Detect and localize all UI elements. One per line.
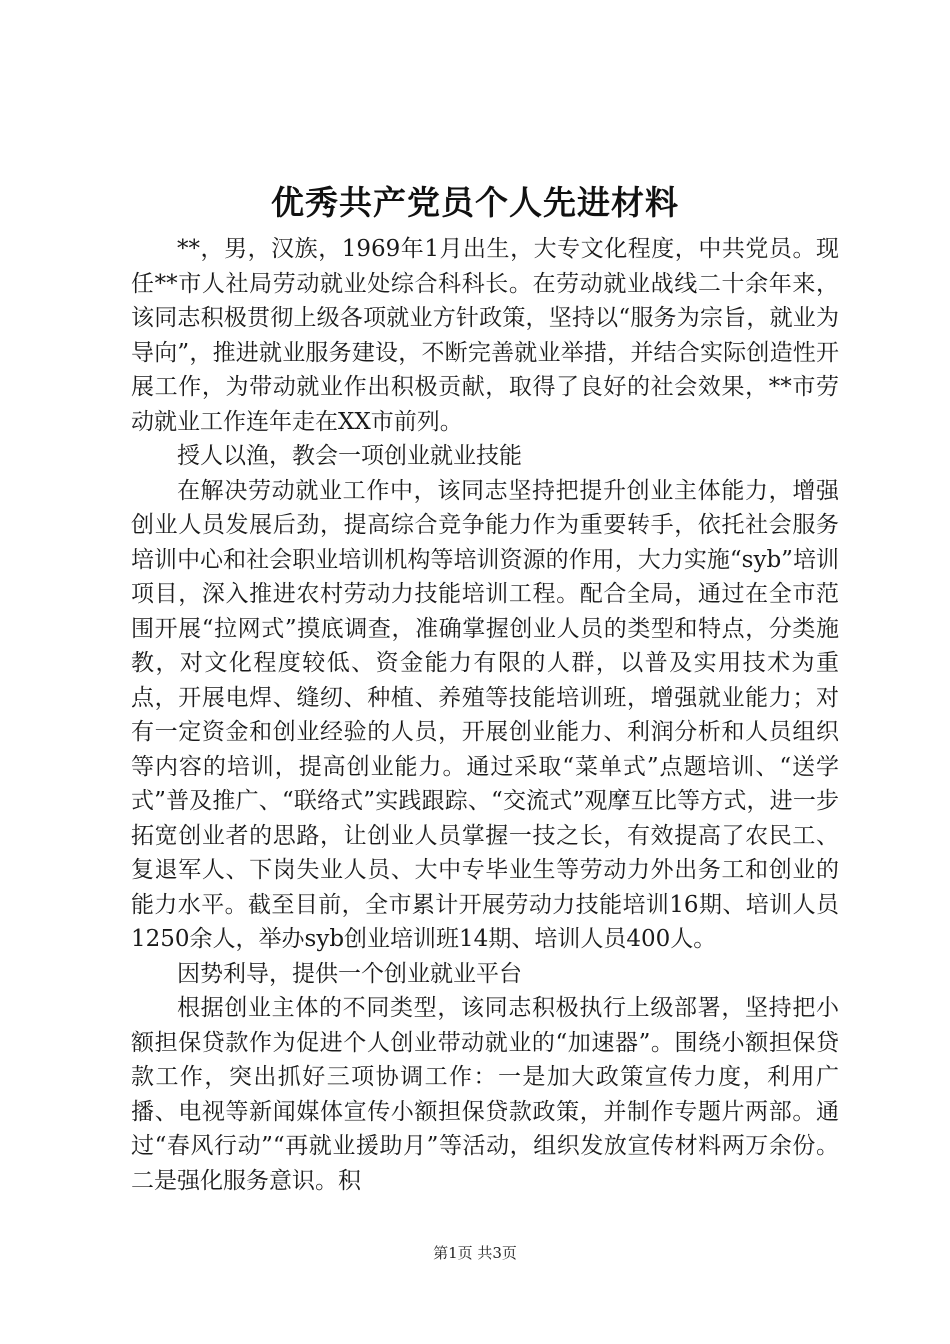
section-heading-skills: 授人以渔，教会一项创业就业技能 [177, 443, 522, 469]
document-body [131, 232, 839, 1198]
paragraph-platform: 根据创业主体的不同类型，该同志积极执行上级部署，坚持把小额担保贷款作为促进个人创业带动就业的“加速器”。围绕小额担保贷款工作，突出抓好三项协调工作：一是加大政策宣传力度，利用广播、电视等新闻媒体宣传小额担保贷款政策，并制作专题片两部。通过“春风行动”“再就业援助月”等活动，组织发放宣传材料两万余份。二是强化服务意识。积 [131, 995, 839, 1194]
section-heading-platform: 因势利导，提供一个创业就业平台 [177, 960, 522, 987]
document-title: 优秀共产党员个人先进材料 [271, 183, 679, 222]
paragraph-intro: **，男，汉族，1969年1月出生，大专文化程度，中共党员。现任**市人社局劳动就业处综合科科长。在劳动就业战线二十余年来，该同志积极贯彻上级各项就业方针政策，坚持以“服务为宗旨，就业为导向”，推进就业服务建设，不断完善就业举措，并结合实际创造性开展工作，为带动就业作出积极贡献，取得了良好的社会效果，**市劳动就业工作连年走在XX市前列。 [131, 236, 839, 435]
page-number-footer: 第1页 共3页 [433, 1244, 517, 1262]
paragraph-skills: 在解决劳动就业工作中，该同志坚持把提升创业主体能力，增强创业人员发展后劲，提高综合竞争能力作为重要转手，依托社会服务培训中心和社会职业培训机构等培训资源的作用，大力实施“syb”培训项目，深入推进农村劳动力技能培训工程。配合全局，通过在全市范围开展“拉网式”摸底调查，准确掌握创业人员的类型和特点，分类施教，对文化程度较低、资金能力有限的人群，以普及实用技术为重点，开展电焊、缝纫、种植、养殖等技能培训班，增强就业能力；对有一定资金和创业经验的人员，开展创业能力、利润分析和人员组织等内容的培训，提高创业能力。通过采取“菜单式”点题培训、“送学式”普及推广、“联络式”实践跟踪、“交流式”观摩互比等方式，进一步拓宽创业者的思路，让创业人员掌握一技之长，有效提高了农民工、复退军人、下岗失业人员、大中专毕业生等劳动力外出务工和创业的能力水平。截至目前，全市累计开展劳动力技能培训16期、培训人员1250余人，举办syb创业培训班14期、培训人员400人。 [131, 477, 839, 952]
